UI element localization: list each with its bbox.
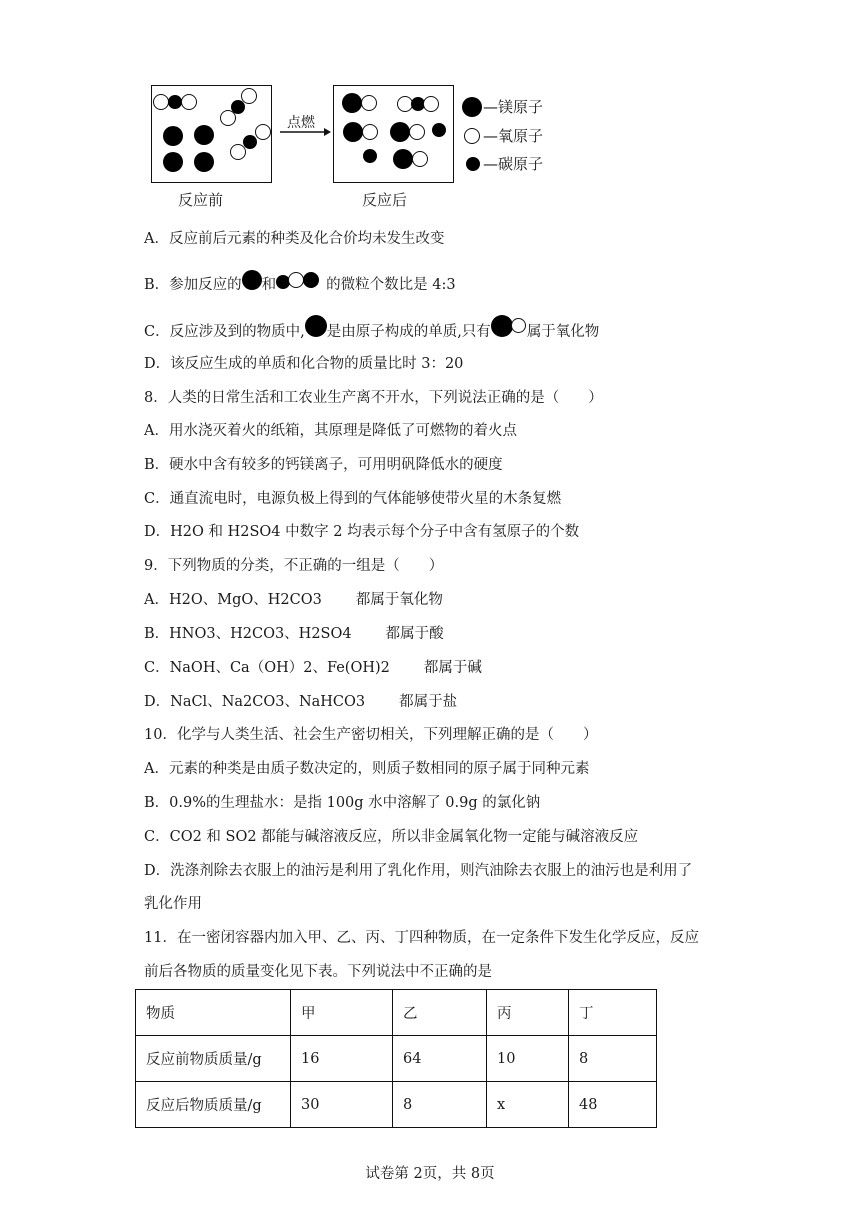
after-reaction-box bbox=[333, 85, 454, 183]
magnesium-atom bbox=[343, 122, 363, 142]
table-cell: 反应后物质质量/g bbox=[136, 1082, 291, 1128]
q8-option-b: B．硬水中含有较多的钙镁离子，可用明矾降低水的硬度 bbox=[144, 457, 503, 473]
q7-option-a: A．反应前后元素的种类及化合价均未发生改变 bbox=[144, 231, 445, 247]
magnesium-atom bbox=[194, 152, 214, 172]
magnesium-atom-legend-icon bbox=[462, 97, 482, 117]
q7-option-d: D．该反应生成的单质和化合物的质量比时 3：20 bbox=[144, 356, 464, 372]
table-cell: x bbox=[487, 1082, 569, 1128]
magnesium-atom bbox=[393, 149, 413, 169]
q7-option-c bbox=[144, 321, 599, 343]
q9-c-formula: C．NaOH、Ca（OH）2、Fe(OH)2 bbox=[144, 660, 390, 676]
q8-stem: 8．人类的日常生活和工农业生产离不开水，下列说法正确的是（ ） bbox=[144, 390, 603, 406]
carbon-atom bbox=[168, 95, 182, 109]
q9-option-c bbox=[144, 658, 482, 678]
q9-c-class: 都属于碱 bbox=[423, 660, 482, 676]
q10-option-d-line2: 乳化作用 bbox=[144, 896, 202, 912]
q10-option-a: A．元素的种类是由质子数决定的，则质子数相同的原子属于同种元素 bbox=[144, 761, 590, 777]
after-caption: 反应后 bbox=[362, 191, 408, 209]
q8-option-d: D．H2O 和 H2SO4 中数字 2 均表示每个分子中含有氢原子的个数 bbox=[144, 524, 580, 540]
q10-option-d-line1: D．洗涤剂除去衣服上的油污是利用了乳化作用，则汽油除去衣服上的油污也是利用了 bbox=[144, 863, 693, 879]
table-cell: 乙 bbox=[393, 990, 487, 1036]
magnesium-atom bbox=[390, 122, 410, 142]
table-cell: 丙 bbox=[487, 990, 569, 1036]
magnesium-atom bbox=[163, 152, 183, 172]
q7-option-b bbox=[144, 275, 456, 295]
table-cell: 16 bbox=[291, 1036, 393, 1082]
q10-option-c: C．CO2 和 SO2 都能与碱溶液反应，所以非金属氧化物一定能与碱溶液反应 bbox=[144, 829, 639, 845]
magnesium-atom bbox=[194, 125, 214, 145]
table-header-row bbox=[136, 990, 657, 1036]
table-cell: 64 bbox=[393, 1036, 487, 1082]
q11-stem-line1: 11．在一密闭容器内加入甲、乙、丙、丁四种物质，在一定条件下发生化学反应，反应 bbox=[144, 930, 699, 946]
table-row bbox=[136, 1082, 657, 1128]
q9-b-formula: B．HNO3、H2CO3、H2SO4 bbox=[144, 626, 352, 642]
oxygen-atom bbox=[409, 124, 425, 140]
magnesium-atom-icon bbox=[242, 270, 262, 290]
q11-stem-line2: 前后各物质的质量变化见下表。下列说法中不正确的是 bbox=[144, 964, 492, 980]
mass-change-table bbox=[135, 989, 657, 1128]
oxygen-atom bbox=[412, 151, 428, 167]
table-cell: 甲 bbox=[291, 990, 393, 1036]
q7-c-mid: 是由原子构成的单质,只有 bbox=[326, 324, 491, 340]
q10-stem: 10．化学与人类生活、社会生产密切相关，下列理解正确的是（ ） bbox=[144, 727, 598, 743]
table-cell: 30 bbox=[291, 1082, 393, 1128]
oxygen-atom bbox=[181, 94, 197, 110]
legend-oxygen: —氧原子 bbox=[483, 127, 544, 145]
q9-d-formula: D．NaCl、Na2CO3、NaHCO3 bbox=[144, 694, 366, 710]
oxygen-atom bbox=[230, 144, 246, 160]
q9-option-d bbox=[144, 692, 457, 712]
q7-c-pre: C．反应涉及到的物质中, bbox=[144, 324, 305, 340]
table-cell: 反应前物质质量/g bbox=[136, 1036, 291, 1082]
before-reaction-box bbox=[151, 85, 272, 183]
q8-option-a: A．用水浇灭着火的纸箱，其原理是降低了可燃物的着火点 bbox=[144, 423, 517, 439]
legend-magnesium: —镁原子 bbox=[483, 98, 544, 116]
q9-d-class: 都属于盐 bbox=[399, 694, 458, 710]
q7-b-pre: B．参加反应的 bbox=[144, 277, 242, 293]
table-row bbox=[136, 1036, 657, 1082]
oxygen-atom bbox=[361, 95, 377, 111]
q8-option-c: C．通直流电时，电源负极上得到的气体能够使带火星的木条复燃 bbox=[144, 491, 562, 507]
q7-b-mid: 和 bbox=[261, 277, 277, 293]
page-footer: 试卷第 2页，共 8页 bbox=[365, 1166, 495, 1182]
magnesium-atom-icon bbox=[305, 315, 327, 337]
co2-molecule-icon bbox=[276, 272, 320, 290]
mgo-molecule-icon bbox=[491, 315, 527, 337]
oxygen-atom bbox=[220, 110, 236, 126]
legend-carbon: —碳原子 bbox=[483, 155, 544, 173]
oxygen-atom bbox=[362, 124, 378, 140]
q9-stem: 9．下列物质的分类，不正确的一组是（ ） bbox=[144, 558, 444, 574]
oxygen-atom-legend-icon bbox=[464, 128, 480, 144]
q9-a-class: 都属于氧化物 bbox=[355, 592, 443, 608]
oxygen-atom bbox=[255, 124, 271, 140]
carbon-atom bbox=[432, 123, 446, 137]
magnesium-atom bbox=[163, 126, 183, 146]
reaction-arrow bbox=[280, 126, 332, 138]
table-cell: 48 bbox=[569, 1082, 657, 1128]
carbon-atom bbox=[363, 149, 377, 163]
q9-option-a bbox=[144, 590, 443, 610]
oxygen-atom bbox=[153, 94, 169, 110]
before-caption: 反应前 bbox=[178, 191, 224, 209]
q9-option-b bbox=[144, 624, 444, 644]
q10-option-b: B．0.9%的生理盐水：是指 100g 水中溶解了 0.9g 的氯化钠 bbox=[144, 795, 541, 811]
q7-c-post: 属于氧化物 bbox=[526, 324, 600, 340]
q7-b-post: 的微粒个数比是 4:3 bbox=[326, 277, 456, 293]
table-cell: 8 bbox=[393, 1082, 487, 1128]
table-cell: 10 bbox=[487, 1036, 569, 1082]
magnesium-atom bbox=[342, 93, 362, 113]
carbon-atom bbox=[243, 135, 257, 149]
oxygen-atom bbox=[423, 96, 439, 112]
table-cell: 物质 bbox=[136, 990, 291, 1036]
arrow-label: 点燃 bbox=[287, 115, 315, 131]
carbon-atom-legend-icon bbox=[466, 157, 480, 171]
q9-a-formula: A．H2O、MgO、H2CO3 bbox=[144, 592, 322, 608]
table-cell: 8 bbox=[569, 1036, 657, 1082]
q9-b-class: 都属于酸 bbox=[385, 626, 444, 642]
table-cell: 丁 bbox=[569, 990, 657, 1036]
